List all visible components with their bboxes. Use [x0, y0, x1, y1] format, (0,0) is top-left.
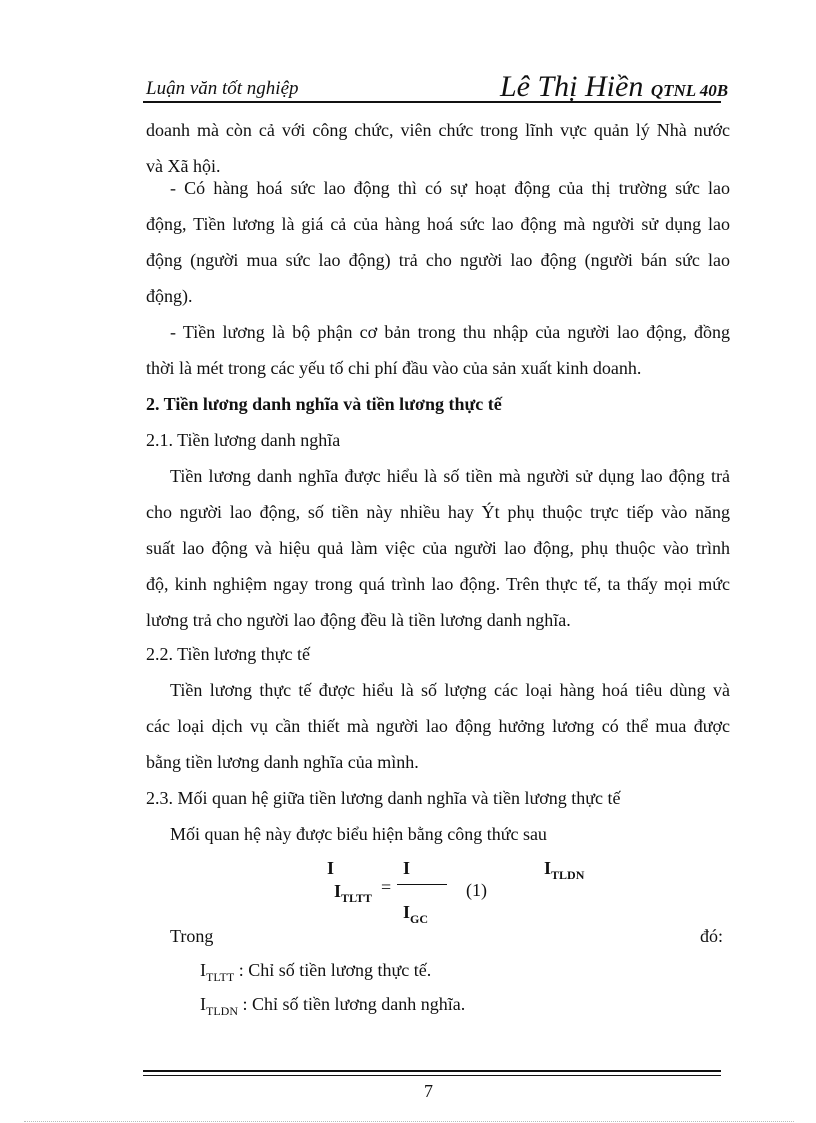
heading-text: 2.2. Tiền lương thực tế: [146, 644, 311, 664]
formula-denominator: [403, 902, 428, 927]
numerator-subscript: TLDN: [551, 868, 585, 882]
page-edge-dots: [24, 1121, 794, 1122]
header-rule: [143, 101, 721, 103]
formula-equals: =: [381, 877, 392, 897]
text-line: và Xã hội.: [146, 156, 221, 176]
paragraph-labor-market: [146, 170, 730, 314]
paragraph-real-wage: [146, 672, 730, 780]
paragraph-formula-intro: [146, 816, 730, 852]
text-line: - Tiền lương là bộ phận cơ bản trong thu nhập của người lao động, đồng: [170, 322, 730, 342]
paragraph-income-part: [146, 314, 730, 386]
text-line: lương trả cho người lao động đều là tiền lương danh nghĩa.: [146, 610, 571, 630]
text-line: động).: [146, 286, 193, 306]
paragraph-nominal-wage: [146, 458, 730, 638]
subsection-heading-2-3: [146, 780, 730, 816]
denominator-symbol: I: [403, 902, 411, 922]
def-symbol: I: [200, 960, 206, 980]
def-symbol: I: [200, 994, 206, 1014]
fraction-bar: [397, 884, 447, 885]
subsection-heading-2-1: [146, 422, 730, 458]
text-line: Mối quan hệ này được biểu hiện bằng công thức sau: [170, 824, 547, 844]
header-thesis-label: Luận văn tốt nghiệp: [146, 78, 299, 99]
text-line: doanh mà còn cả với công chức, viên chức trong lĩnh vực quản lý Nhà nước: [146, 120, 730, 140]
text-line: động, Tiền lương là giá cả của hàng hoá sức lao động mà người sử dụng lao: [146, 214, 730, 234]
def-text: : Chỉ số tiền lương danh nghĩa.: [238, 994, 466, 1014]
heading-text: 2. Tiền lương danh nghĩa và tiền lương thực tế: [146, 394, 502, 414]
formula-number: (1): [466, 880, 487, 900]
def-subscript: TLDN: [206, 1004, 238, 1018]
lhs-subscript: TLTT: [341, 891, 372, 905]
formula-top-right-i: I: [403, 858, 411, 878]
formula-top-left-i: I: [327, 858, 335, 878]
text-line: Tiền lương thực tế được hiểu là số lượng các loại hàng hoá tiêu dùng và: [170, 680, 730, 700]
text-line: cho người lao động, số tiền này nhiều hay Ýt phụ thuộc trực tiếp vào năng: [146, 502, 730, 522]
denominator-subscript: GC: [410, 912, 429, 926]
text-line: Tiền lương danh nghĩa được hiểu là số tiền mà người sử dụng lao động trả: [170, 466, 730, 486]
definition-nominal-wage-index: [200, 994, 465, 1019]
section-heading-2: [146, 386, 730, 422]
definition-real-wage-index: [200, 960, 431, 985]
heading-text: 2.3. Mối quan hệ giữa tiền lương danh nghĩa và tiền lương thực tế: [146, 788, 621, 808]
text-line: suất lao động và hiệu quả làm việc của người lao động, phụ thuộc vào trình: [146, 538, 730, 558]
numerator-symbol: I: [544, 858, 552, 878]
formula-lhs: [334, 881, 372, 906]
text-line: các loại dịch vụ cần thiết mà người lao động hưởng lương có thể mua được: [146, 716, 730, 736]
text-line: - Có hàng hoá sức lao động thì có sự hoạt động của thị trường sức lao: [170, 178, 730, 198]
where-label: Trong: [170, 926, 214, 946]
footer-rule-thin: [143, 1075, 721, 1076]
header-class-code: QTNL 40B: [650, 81, 729, 100]
footer-rule-thick: [143, 1070, 721, 1072]
header-author-name: Lê Thị Hiền: [500, 70, 644, 103]
where-tail: đó:: [700, 926, 724, 946]
subsection-heading-2-2: [146, 636, 730, 672]
lhs-symbol: I: [334, 881, 342, 901]
formula-numerator: [544, 858, 584, 883]
page-number: 7: [424, 1081, 433, 1101]
text-line: thời là mét trong các yếu tố chi phí đầu vào của sản xuất kinh doanh.: [146, 358, 642, 378]
def-subscript: TLTT: [206, 970, 235, 984]
text-line: bằng tiền lương danh nghĩa của mình.: [146, 752, 419, 772]
heading-text: 2.1. Tiền lương danh nghĩa: [146, 430, 341, 450]
text-line: động (người mua sức lao động) trả cho người lao động (người bán sức lao: [146, 250, 730, 270]
header-author: [500, 70, 728, 104]
text-line: độ, kinh nghiệm ngay trong quá trình lao động. Trên thực tế, ta thấy mọi mức: [146, 574, 730, 594]
def-text: : Chỉ số tiền lương thực tế.: [234, 960, 432, 980]
